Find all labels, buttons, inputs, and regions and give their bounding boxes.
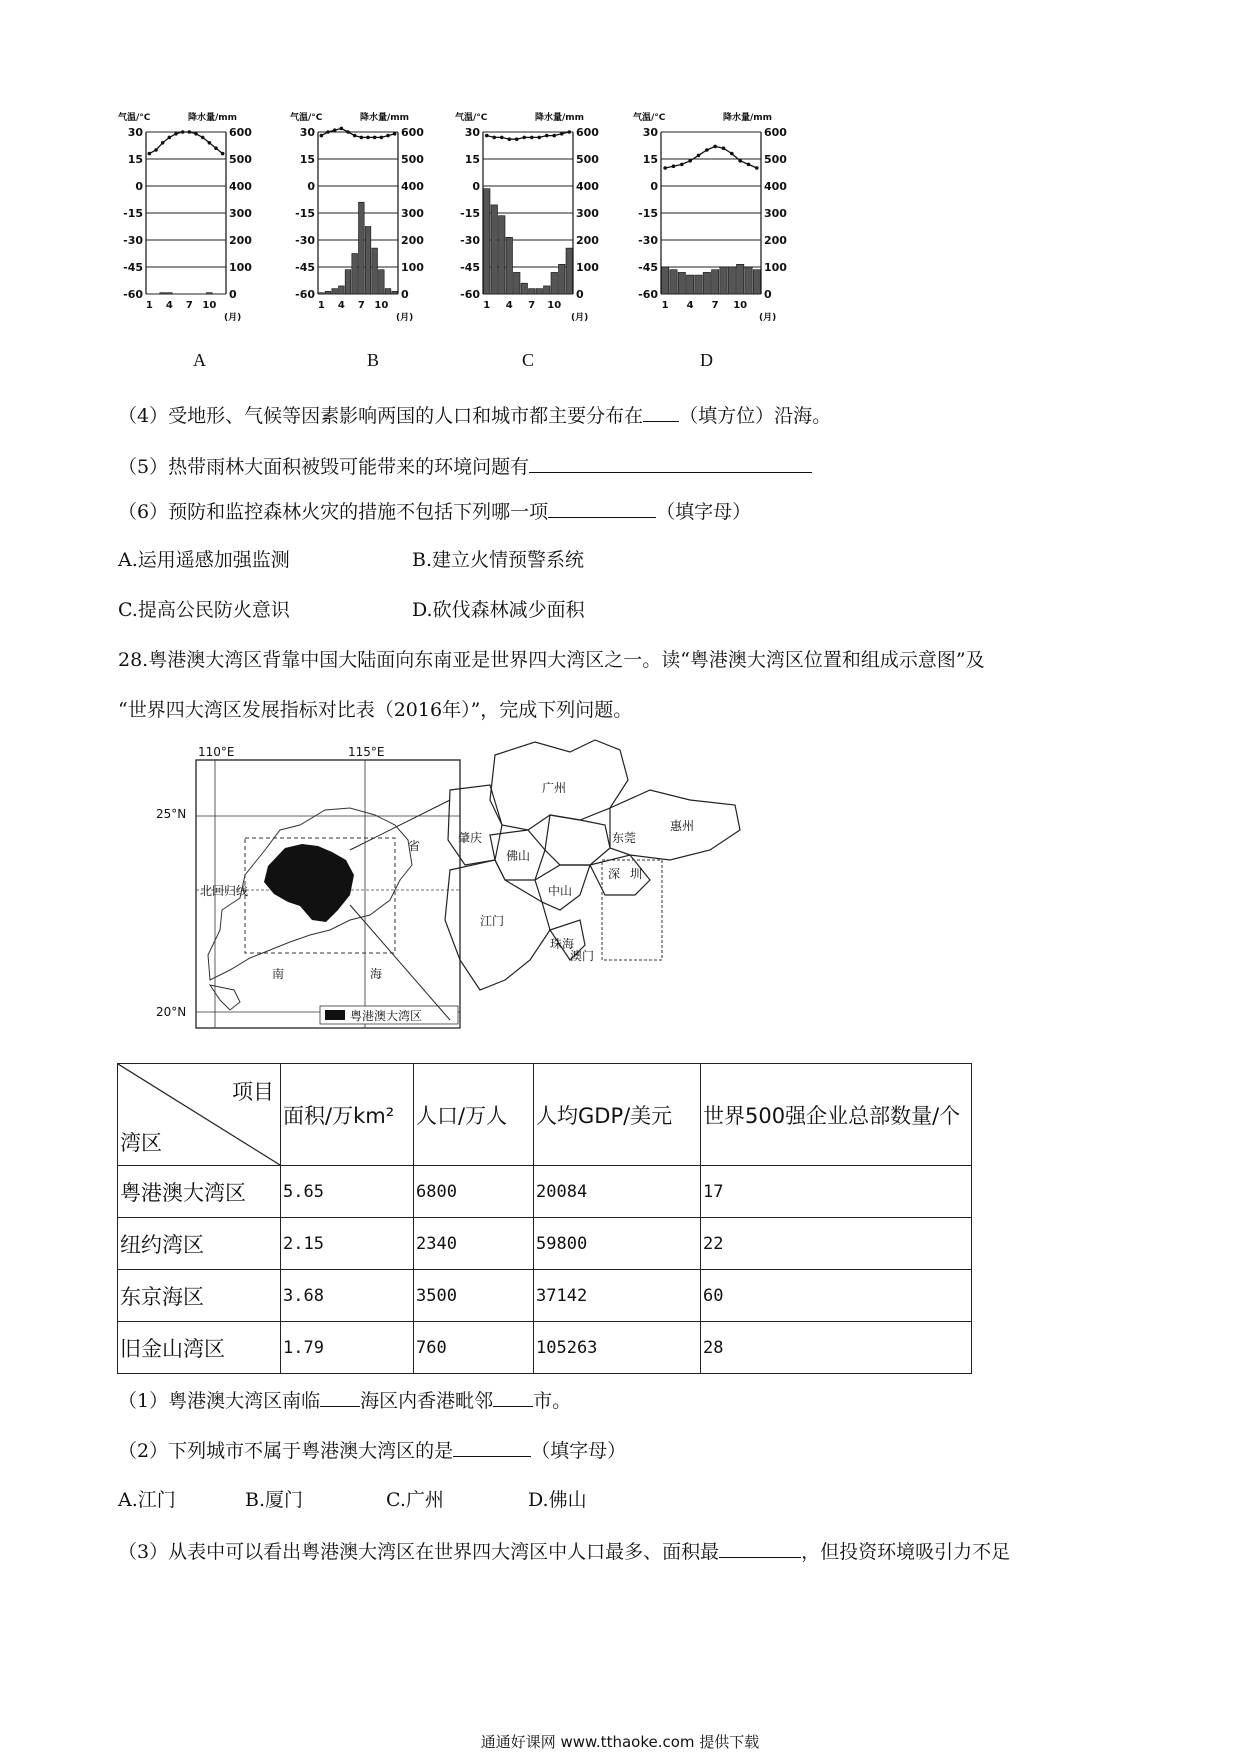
month-tick-label: 10 — [374, 300, 389, 311]
temp-tick-label: -45 — [638, 261, 658, 274]
precip-bar — [385, 289, 391, 294]
temp-tick-label: -45 — [123, 261, 143, 274]
legend-label: 粤港澳大湾区 — [350, 1009, 423, 1023]
chart-letter-d: D — [700, 350, 713, 370]
temp-point — [380, 136, 384, 140]
precip-tick-label: 200 — [576, 234, 599, 247]
temp-point — [722, 146, 726, 150]
option-c: C.广州 — [386, 1489, 444, 1511]
temp-point — [713, 145, 717, 149]
city-label-shen: 深 — [608, 867, 621, 881]
temp-tick-label: -60 — [123, 288, 143, 301]
temp-tick-label: -30 — [460, 234, 480, 247]
city-label-zhuhai: 珠海 — [550, 937, 575, 951]
precip-bar — [325, 291, 331, 294]
column-header: 面积/万km² — [281, 1064, 414, 1166]
precip-tick-label: 400 — [401, 180, 424, 193]
table-cell-bay: 纽约湾区 — [118, 1218, 281, 1270]
temp-point — [366, 136, 370, 140]
legend-swatch — [325, 1010, 345, 1020]
temp-point — [373, 136, 377, 140]
sub-question-1-text: （1）粤港澳大湾区南临 — [118, 1390, 321, 1412]
question-6 — [118, 497, 751, 525]
temp-point — [346, 130, 350, 134]
precip-bar — [559, 264, 566, 294]
table-cell: 1.79 — [281, 1322, 414, 1374]
precip-tick-label: 100 — [576, 261, 599, 274]
month-unit-label: (月) — [224, 313, 242, 323]
sub-question-3-suffix: ，但投资环境吸引力不足 — [801, 1541, 1011, 1563]
temp-point — [360, 136, 364, 140]
temp-tick-label: 15 — [464, 153, 480, 166]
temp-point — [697, 154, 701, 158]
precip-axis-title: 降水量/mm — [723, 113, 773, 123]
table-cell: 6800 — [414, 1166, 534, 1218]
temp-tick-label: -60 — [295, 288, 315, 301]
temp-point — [188, 130, 192, 134]
month-unit-label: (月) — [571, 313, 589, 323]
precip-tick-label: 400 — [576, 180, 599, 193]
month-unit-label: (月) — [759, 313, 777, 323]
temp-tick-label: -45 — [295, 261, 315, 274]
precip-tick-label: 200 — [764, 234, 787, 247]
precip-bar — [695, 275, 702, 294]
month-tick-label: 7 — [185, 300, 193, 311]
precip-bar — [745, 267, 752, 294]
city-label-zhongshan: 中山 — [548, 884, 573, 898]
city-label-zhen: 圳 — [630, 867, 643, 881]
city-label-guangzhou: 广州 — [542, 781, 567, 795]
temp-point — [755, 166, 759, 170]
precip-bar — [678, 272, 685, 294]
column-header: 世界500强企业总部数量/个 — [701, 1064, 972, 1166]
chart-letter-a: A — [193, 350, 206, 370]
temp-line — [487, 132, 570, 139]
corner-label-bottom: 湾区 — [120, 1131, 162, 1155]
answer-blank[interactable] — [493, 1386, 533, 1407]
precip-bar — [712, 270, 719, 294]
table-cell: 59800 — [534, 1218, 701, 1270]
city-label-zhaoqing: 肇庆 — [458, 831, 483, 845]
question-5-text: （5）热带雨林大面积被毁可能带来的环境问题有 — [118, 456, 530, 478]
precip-bar — [345, 270, 351, 294]
month-tick-label: 7 — [711, 300, 719, 311]
sub-question-2-text: （2）下列城市不属于粤港澳大湾区的是 — [118, 1440, 454, 1462]
precip-tick-label: 500 — [229, 153, 252, 166]
precip-axis-title: 降水量/mm — [535, 113, 585, 123]
table-cell-bay: 东京海区 — [118, 1270, 281, 1322]
table-cell: 60 — [701, 1270, 972, 1322]
temp-point — [738, 159, 742, 163]
question-28-intro: 28.粤港澳大湾区背靠中国大陆面向东南亚是世界四大湾区之一。读“粤港澳大湾区位置和组成示意图”及 — [118, 649, 985, 671]
month-unit-label: (月) — [396, 313, 414, 323]
table-cell: 760 — [414, 1322, 534, 1374]
precip-tick-label: 100 — [401, 261, 424, 274]
temp-tick-label: 30 — [464, 126, 480, 139]
option-c: C.提高公民防火意识 — [118, 599, 290, 621]
question-4-text: （4）受地形、气候等因素影响两国的人口和城市都主要分布在 — [118, 405, 644, 427]
temp-point — [320, 134, 324, 138]
temp-axis-title: 气温/°C — [633, 113, 666, 123]
temp-tick-label: -60 — [638, 288, 658, 301]
table-cell: 105263 — [534, 1322, 701, 1374]
month-tick-label: 10 — [547, 300, 562, 311]
precip-bar — [365, 227, 371, 295]
chart-letter-c: C — [522, 350, 535, 370]
month-tick-label: 10 — [202, 300, 217, 311]
sub-question-3 — [118, 1537, 1010, 1565]
precip-tick-label: 200 — [401, 234, 424, 247]
climate-chart-d — [633, 108, 793, 332]
question-5 — [118, 452, 812, 480]
sub-question-3-text: （3）从表中可以看出粤港澳大湾区在世界四大湾区中人口最多、面积最 — [118, 1541, 720, 1563]
precip-tick-label: 300 — [764, 207, 787, 220]
question-6-text: （6）预防和监控森林火灾的措施不包括下列哪一项 — [118, 501, 549, 523]
table-cell: 5.65 — [281, 1166, 414, 1218]
temp-tick-label: -15 — [460, 207, 480, 220]
option-b: B.建立火情预警系统 — [412, 549, 585, 571]
temp-tick-label: -30 — [123, 234, 143, 247]
temp-point — [208, 141, 212, 145]
temp-tick-label: -30 — [638, 234, 658, 247]
month-tick-label: 1 — [317, 300, 325, 311]
temp-point — [567, 130, 571, 134]
month-tick-label: 1 — [661, 300, 669, 311]
precip-tick-label: 600 — [576, 126, 599, 139]
answer-blank[interactable] — [719, 1537, 801, 1558]
precip-bar — [737, 264, 744, 294]
sub-question-1-text-2: 海区内香港毗邻 — [360, 1390, 494, 1412]
precip-bar — [167, 293, 173, 294]
temp-point — [530, 136, 534, 140]
precip-tick-label: 600 — [764, 126, 787, 139]
temp-point — [492, 136, 496, 140]
precip-bar — [544, 286, 551, 294]
precip-bar — [662, 267, 669, 294]
temp-axis-title: 气温/°C — [118, 113, 151, 123]
table-header-row — [118, 1064, 972, 1166]
city-label-foshan: 佛山 — [506, 849, 531, 863]
precip-bar — [359, 202, 365, 294]
lon-label-115: 115°E — [348, 745, 385, 759]
inset-label-hai: 海 — [370, 967, 383, 981]
temp-tick-label: 15 — [299, 153, 315, 166]
inset-label-nan: 南 — [272, 967, 285, 981]
column-header: 人均GDP/美元 — [534, 1064, 701, 1166]
precip-bar — [491, 205, 498, 294]
climate-chart-a — [118, 108, 258, 332]
temp-tick-label: 15 — [127, 153, 143, 166]
lat-label-20: 20°N — [156, 1005, 187, 1019]
temp-point — [326, 130, 330, 134]
precip-bar — [372, 248, 378, 294]
climate-chart-b — [290, 108, 430, 332]
month-tick-label: 7 — [528, 300, 536, 311]
temp-tick-label: 15 — [642, 153, 658, 166]
answer-blank[interactable] — [320, 1386, 360, 1407]
sub-question-2-suffix: （填字母） — [531, 1440, 627, 1462]
table-cell: 28 — [701, 1322, 972, 1374]
temp-point — [500, 136, 504, 140]
temp-point — [386, 134, 390, 138]
precip-axis-title: 降水量/mm — [360, 113, 410, 123]
temp-axis-title: 气温/°C — [290, 113, 323, 123]
month-tick-label: 1 — [483, 300, 491, 311]
bay-area-comparison-table — [117, 1063, 972, 1374]
precip-tick-label: 500 — [576, 153, 599, 166]
temp-tick-label: 0 — [472, 180, 480, 193]
temp-point — [485, 134, 489, 138]
precip-tick-label: 100 — [764, 261, 787, 274]
precip-bar — [319, 293, 325, 294]
city-label-macau: 澳门 — [570, 949, 595, 963]
temp-tick-label: 30 — [299, 126, 315, 139]
question-6-suffix: （填字母） — [656, 501, 752, 523]
precip-tick-label: 400 — [764, 180, 787, 193]
table-row — [118, 1322, 972, 1374]
answer-blank[interactable] — [548, 497, 656, 518]
precip-tick-label: 300 — [229, 207, 252, 220]
temp-point — [560, 132, 564, 136]
tropic-label: 北回归线 — [200, 884, 249, 898]
temp-point — [148, 152, 152, 156]
table-cell: 2340 — [414, 1218, 534, 1270]
temp-point — [353, 134, 357, 138]
inset-label-sheng: 省 — [408, 839, 421, 853]
lat-label-25: 25°N — [156, 807, 187, 821]
temp-point — [393, 132, 397, 136]
precip-tick-label: 0 — [229, 288, 237, 301]
temp-tick-label: -15 — [295, 207, 315, 220]
table-cell: 17 — [701, 1166, 972, 1218]
temp-tick-label: -45 — [460, 261, 480, 274]
temp-point — [181, 130, 185, 134]
table-cell: 2.15 — [281, 1218, 414, 1270]
page-footer: 通通好课网 www.tthaoke.com 提供下载 — [480, 1733, 760, 1751]
temp-axis-title: 气温/°C — [455, 113, 488, 123]
precip-bar — [521, 283, 528, 294]
temp-point — [663, 166, 667, 170]
temp-point — [515, 137, 519, 141]
precip-bar — [529, 289, 536, 294]
table-cell: 20084 — [534, 1166, 701, 1218]
precip-bar — [392, 291, 398, 294]
month-tick-label: 7 — [357, 300, 365, 311]
temp-point — [174, 132, 178, 136]
temp-tick-label: -15 — [123, 207, 143, 220]
precip-bar — [753, 270, 760, 294]
temp-point — [221, 152, 225, 156]
precip-tick-label: 200 — [229, 234, 252, 247]
option-d: D.佛山 — [528, 1489, 587, 1511]
temp-point — [154, 148, 158, 152]
precip-bar — [687, 275, 694, 294]
table-cell-bay: 旧金山湾区 — [118, 1322, 281, 1374]
greater-bay-area-region — [264, 844, 354, 922]
month-tick-label: 1 — [145, 300, 153, 311]
option-a: A.江门 — [118, 1489, 176, 1511]
temp-tick-label: 0 — [650, 180, 658, 193]
option-d: D.砍伐森林减少面积 — [412, 599, 585, 621]
temp-tick-label: 0 — [307, 180, 315, 193]
temp-point — [161, 141, 165, 145]
chart-letter-b: B — [367, 350, 380, 370]
precip-bar — [703, 272, 710, 294]
temp-point — [194, 132, 198, 136]
temp-tick-label: 30 — [642, 126, 658, 139]
temp-point — [705, 148, 709, 152]
option-a: A.运用遥感加强监测 — [118, 549, 290, 571]
temp-line — [321, 128, 394, 137]
precip-bar — [720, 267, 727, 294]
precip-bar — [566, 248, 573, 294]
greater-bay-area-map — [150, 730, 840, 1060]
table-row — [118, 1270, 972, 1322]
precip-bar — [551, 272, 558, 294]
answer-blank[interactable] — [453, 1436, 531, 1457]
precip-tick-label: 0 — [764, 288, 772, 301]
precip-bar — [506, 237, 513, 294]
city-label-huizhou: 惠州 — [670, 819, 695, 833]
answer-blank[interactable] — [643, 401, 679, 422]
precip-axis-title: 降水量/mm — [188, 113, 238, 123]
temp-point — [747, 163, 751, 167]
city-label-dongguan: 东莞 — [612, 831, 637, 845]
table-row — [118, 1166, 972, 1218]
precip-tick-label: 300 — [576, 207, 599, 220]
sub-question-1 — [118, 1386, 571, 1414]
temp-point — [168, 136, 172, 140]
temp-point — [680, 163, 684, 167]
lon-label-110: 110°E — [198, 745, 235, 759]
temp-point — [730, 152, 734, 156]
precip-bar — [670, 270, 677, 294]
leizhou-peninsula — [210, 985, 240, 1010]
temp-line — [149, 132, 222, 154]
corner-label-top: 项目 — [232, 1080, 274, 1104]
temp-point — [333, 128, 337, 132]
option-b: B.厦门 — [245, 1489, 304, 1511]
precip-tick-label: 0 — [401, 288, 409, 301]
temp-point — [340, 127, 344, 131]
precip-tick-label: 100 — [229, 261, 252, 274]
month-tick-label: 4 — [165, 300, 173, 311]
temp-line — [665, 146, 757, 168]
precip-bar — [484, 189, 491, 294]
table-cell: 3500 — [414, 1270, 534, 1322]
temp-point — [507, 137, 511, 141]
precip-tick-label: 0 — [576, 288, 584, 301]
precip-tick-label: 600 — [229, 126, 252, 139]
table-cell: 3.68 — [281, 1270, 414, 1322]
precip-tick-label: 400 — [229, 180, 252, 193]
temp-point — [688, 159, 692, 163]
precip-bar — [536, 289, 543, 294]
temp-point — [522, 136, 526, 140]
precip-tick-label: 300 — [401, 207, 424, 220]
answer-blank[interactable] — [529, 452, 812, 473]
temp-point — [545, 134, 549, 138]
column-header: 人口/万人 — [414, 1064, 534, 1166]
table-row — [118, 1218, 972, 1270]
precip-bar — [339, 286, 345, 294]
precip-bar — [514, 272, 521, 294]
precip-tick-label: 600 — [401, 126, 424, 139]
month-tick-label: 4 — [505, 300, 513, 311]
month-tick-label: 10 — [733, 300, 748, 311]
sub-question-2 — [118, 1436, 626, 1464]
month-tick-label: 4 — [337, 300, 345, 311]
temp-point — [214, 146, 218, 150]
temp-tick-label: -15 — [638, 207, 658, 220]
precip-bar — [332, 289, 338, 294]
temp-point — [552, 134, 556, 138]
precip-bar — [499, 216, 506, 294]
table-corner-cell — [118, 1064, 281, 1166]
month-tick-label: 4 — [686, 300, 694, 311]
precip-tick-label: 500 — [764, 153, 787, 166]
table-cell: 22 — [701, 1218, 972, 1270]
sub-question-1-suffix: 市。 — [533, 1390, 572, 1412]
temp-tick-label: 30 — [127, 126, 143, 139]
precip-bar — [352, 254, 358, 295]
table-cell: 37142 — [534, 1270, 701, 1322]
precip-bar — [207, 293, 213, 294]
question-4-suffix: （填方位）沿海。 — [679, 405, 832, 427]
precip-bar — [379, 270, 385, 294]
question-28-intro-2: “世界四大湾区发展指标对比表（2016年）”，完成下列问题。 — [118, 699, 633, 721]
precip-bar — [728, 267, 735, 294]
temp-tick-label: -30 — [295, 234, 315, 247]
temp-point — [672, 164, 676, 168]
precip-bar — [160, 293, 166, 294]
city-label-jiangmen: 江门 — [480, 914, 505, 928]
precip-tick-label: 500 — [401, 153, 424, 166]
temp-point — [537, 136, 541, 140]
question-4 — [118, 401, 831, 429]
climate-chart-c — [455, 108, 605, 332]
temp-point — [201, 136, 205, 140]
temp-tick-label: 0 — [135, 180, 143, 193]
table-cell-bay: 粤港澳大湾区 — [118, 1166, 281, 1218]
temp-tick-label: -60 — [460, 288, 480, 301]
